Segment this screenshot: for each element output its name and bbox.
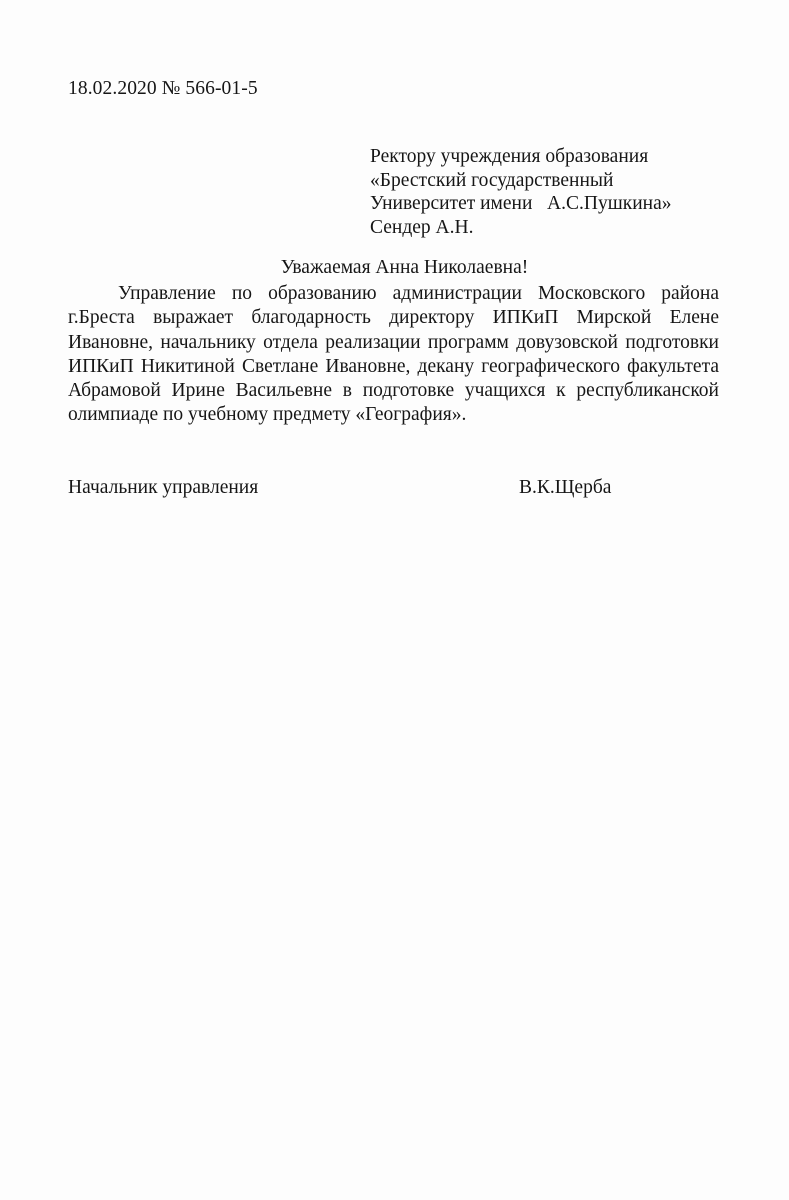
addressee-line: «Брестский государственный bbox=[370, 169, 614, 191]
letter-body: Управление по образованию администрации Московского района г.Бреста выражает благодарность директору ИПКиП Мирской Елене Ивановне, начальнику отдела реализации программ довузовской подготовки ИПКиП Никитиной Светлане Ивановне, декану географического факультета Абрамовой Ирине Васильевне в подготовке учащихся к республиканской олимпиаде по учебному предмету «География». bbox=[68, 283, 719, 426]
salutation-row bbox=[0, 257, 789, 279]
salutation: Уважаемая Анна Николаевна! bbox=[280, 257, 529, 278]
signature-role: Начальник управления bbox=[68, 477, 259, 498]
letter-reference-number: 18.02.2020 № 566-01-5 bbox=[68, 78, 258, 99]
addressee-line: Сендер А.Н. bbox=[370, 216, 474, 238]
addressee-line: Ректору учреждения образования bbox=[370, 146, 649, 167]
addressee-line: Университет имени А.С.Пушкина» bbox=[370, 193, 672, 214]
signature-name: В.К.Щерба bbox=[519, 477, 612, 498]
addressee-block bbox=[370, 145, 770, 239]
